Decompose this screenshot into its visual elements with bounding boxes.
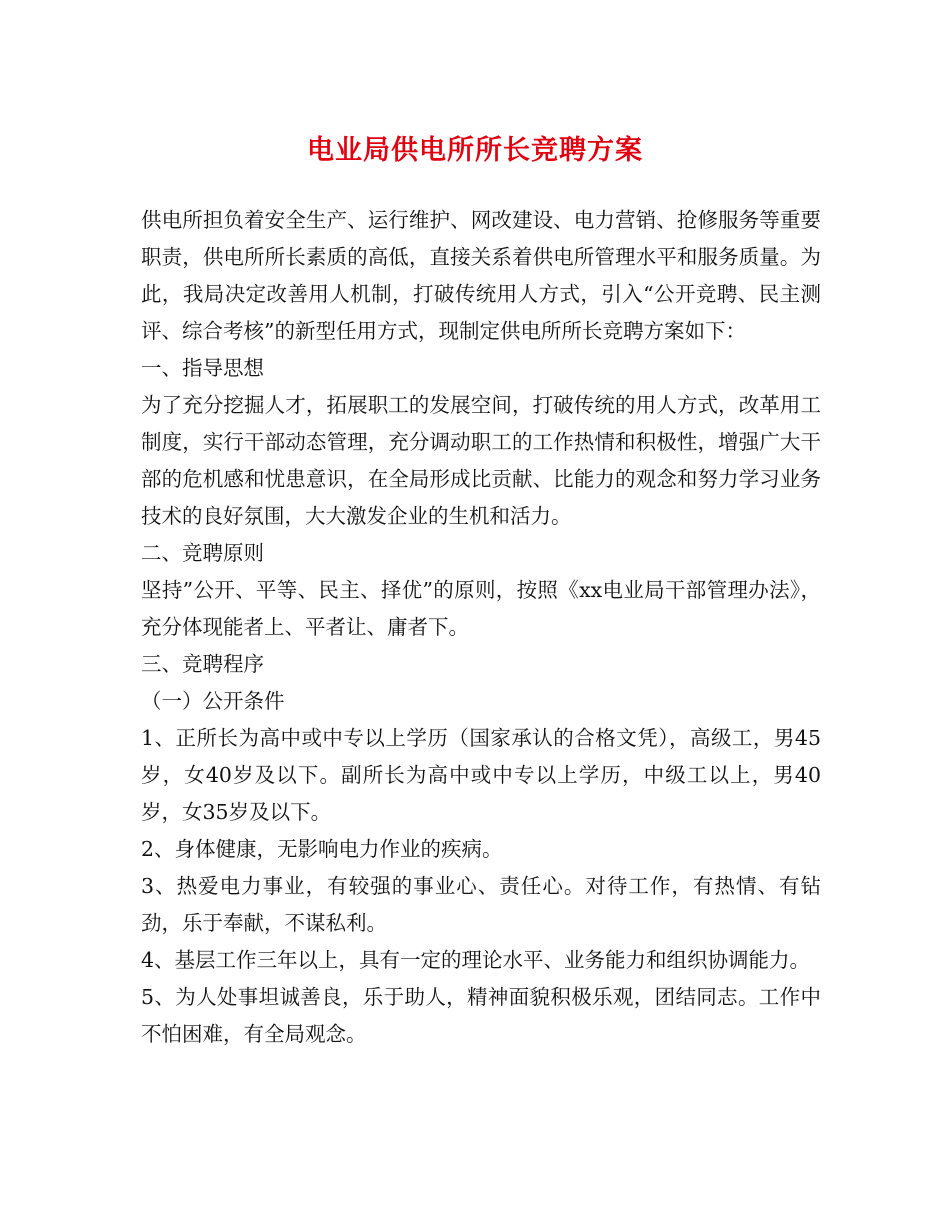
condition-item-4: 4、基层工作三年以上，具有一定的理论水平、业务能力和组织协调能力。	[141, 948, 811, 972]
condition-item-1: 1、正所长为高中或中专以上学历（国家承认的合格文凭），高级工，男45岁，女40岁及以下。副所长为高中或中专以上学历，中级工以上，男40岁，女35岁及以下。	[141, 726, 821, 824]
condition-item-3: 3、热爱电力事业，有较强的事业心、责任心。对待工作，有热情、有钻劲，乐于奉献，不谋私利。	[141, 874, 821, 935]
section-heading-principles: 二、竞聘原则	[141, 541, 264, 565]
document-body	[141, 202, 821, 1053]
section-heading-guiding-thought: 一、指导思想	[141, 356, 264, 380]
document-title: 电业局供电所所长竞聘方案	[307, 135, 643, 166]
subsection-heading-conditions: （一）公开条件	[141, 689, 285, 713]
section-heading-procedure: 三、竞聘程序	[141, 652, 264, 676]
condition-item-2: 2、身体健康，无影响电力作业的疾病。	[141, 837, 503, 861]
guiding-thought-paragraph: 为了充分挖掘人才，拓展职工的发展空间，打破传统的用人方式，改革用工制度，实行干部动态管理，充分调动职工的工作热情和积极性，增强广大干部的危机感和忧患意识，在全局形成比贡献、比能力的观念和努力学习业务技术的良好氛围，大大激发企业的生机和活力。	[141, 393, 821, 528]
condition-item-5: 5、为人处事坦诚善良，乐于助人，精神面貌积极乐观，团结同志。工作中不怕困难，有全局观念。	[141, 985, 821, 1046]
intro-paragraph: 供电所担负着安全生产、运行维护、网改建设、电力营销、抢修服务等重要职责，供电所所长素质的高低，直接关系着供电所管理水平和服务质量。为此，我局决定改善用人机制，打破传统用人方式，引入“公开竞聘、民主测评、综合考核”的新型任用方式，现制定供电所所长竞聘方案如下：	[141, 208, 821, 343]
principles-paragraph: 坚持”公开、平等、民主、择优”的原则，按照《xx电业局干部管理办法》，充分体现能者上、平者让、庸者下。	[141, 578, 821, 639]
